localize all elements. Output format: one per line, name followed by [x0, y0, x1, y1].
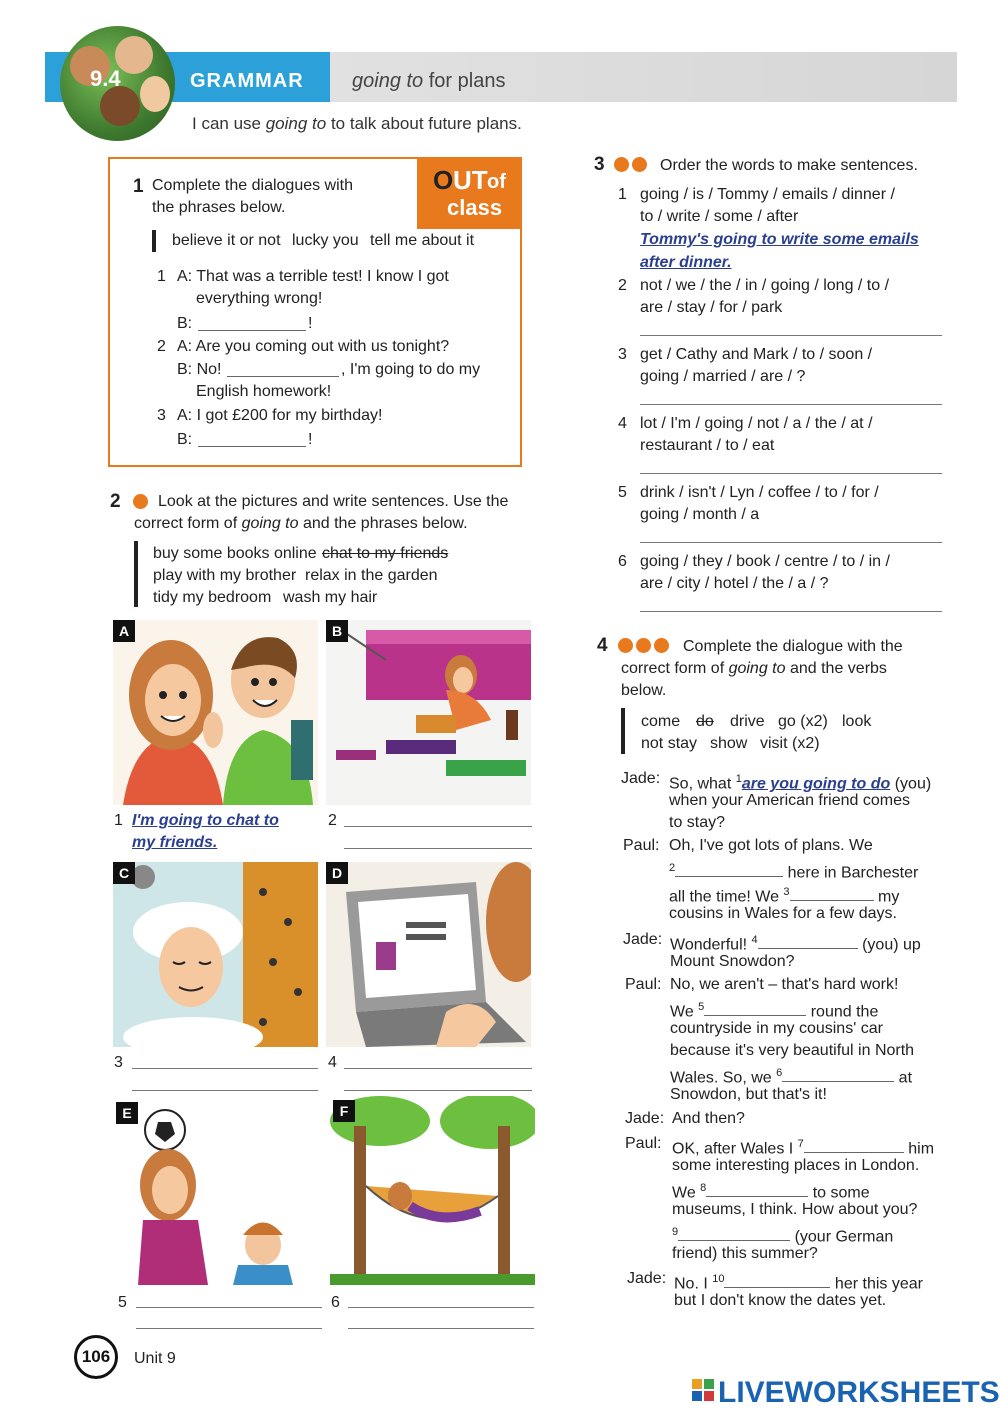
phrase-item: buy some books online — [153, 545, 317, 562]
answer-line[interactable] — [344, 826, 532, 827]
answer-blank[interactable] — [758, 934, 858, 949]
answer-blank[interactable] — [198, 432, 306, 447]
phrase-item-used: chat to my friends — [322, 545, 449, 562]
answer-blank[interactable] — [198, 316, 306, 331]
dialogue-line: No, we aren't – that's hard work! — [670, 976, 899, 993]
unit-label: Unit 9 — [134, 1350, 176, 1367]
answer-number: 2 — [328, 812, 337, 829]
phrase-item: lucky you — [292, 232, 359, 249]
difficulty-dot-icon — [636, 638, 651, 653]
word-list: going / is / Tommy / emails / dinner / — [640, 186, 895, 203]
dialogue-line: cousins in Wales for a few days. — [669, 905, 897, 922]
word-list: get / Cathy and Mark / to / soon / — [640, 346, 873, 363]
dialogue-line: countryside in my cousins' car — [670, 1020, 883, 1037]
item-number: 6 — [618, 553, 627, 570]
dialogue-line: ! — [308, 431, 313, 448]
example-answer: Tommy's going to write some emails — [640, 231, 919, 248]
dialogue-line: And then? — [672, 1110, 745, 1127]
phrase-item: tidy my bedroom — [153, 589, 272, 606]
dialogue-line: A: I got £200 for my birthday! — [177, 407, 383, 424]
dialogue-line: but I don't know the dates yet. — [674, 1292, 887, 1309]
answer-blank[interactable] — [706, 1182, 808, 1197]
answer-blank[interactable] — [227, 362, 339, 377]
speaker-label: Paul: — [625, 1135, 662, 1152]
word-list: going / married / are / ? — [640, 368, 806, 385]
lesson-number: 9.4 — [90, 66, 121, 91]
answer-number: 5 — [118, 1294, 127, 1311]
picture-label: A — [113, 620, 135, 642]
speaker-label: Paul: — [623, 837, 660, 854]
dialogue-line: when your American friend comes — [669, 792, 910, 809]
answer-line[interactable] — [136, 1328, 322, 1329]
page-number: 106 — [74, 1335, 118, 1379]
word-list: going / they / book / centre / to / in / — [640, 553, 890, 570]
dialogue-line: because it's very beautiful in North — [670, 1042, 915, 1059]
example-answer: I'm going to chat to — [132, 812, 279, 829]
answer-blank[interactable] — [724, 1273, 830, 1288]
hammock-garden-illustration — [330, 1096, 535, 1285]
exercise-2-instruction-line1: Look at the pictures and write sentences. Use the — [158, 493, 509, 510]
answer-line[interactable] — [640, 611, 942, 612]
dialogue-line: ! — [308, 315, 313, 332]
verb-item: drive — [730, 713, 765, 730]
dialogue-line: all the time! We $^3$ my — [669, 886, 900, 906]
answer-blank[interactable] — [675, 862, 783, 877]
example-answer: my friends. — [132, 834, 218, 851]
picture-label: F — [333, 1100, 355, 1122]
dialogue-line: to stay? — [669, 814, 726, 831]
dialogue-line: OK, after Wales I $^7$ him — [672, 1138, 935, 1158]
answer-line[interactable] — [348, 1307, 534, 1308]
dialogue-line: museums, I think. How about you? — [672, 1201, 918, 1218]
exercise-4-instruction-line3: below. — [621, 682, 667, 699]
answer-line[interactable] — [344, 1068, 532, 1069]
speaker-label: Jade: — [625, 1110, 665, 1127]
playing-ball-illustration — [113, 1100, 318, 1285]
difficulty-dot-icon — [133, 494, 148, 509]
exercise-2-instruction-line2: correct form of going to and the phrases below. — [134, 515, 468, 532]
difficulty-dots — [133, 494, 151, 512]
exercise-1-number: 1 — [133, 176, 144, 197]
speaker-label: Jade: — [623, 931, 663, 948]
answer-line[interactable] — [344, 848, 532, 849]
exercise-2-number: 2 — [110, 491, 121, 512]
difficulty-dot-icon — [632, 157, 647, 172]
dialogue-line: , I'm going to do my — [341, 361, 481, 378]
verb-item: look — [842, 713, 872, 730]
phrase-item: play with my brother — [153, 567, 297, 584]
answer-line[interactable] — [348, 1328, 534, 1329]
exercise-3-instruction: Order the words to make sentences. — [660, 157, 918, 174]
dialogue-line: A: Are you coming out with us tonight? — [177, 338, 450, 355]
answer-line[interactable] — [132, 1068, 318, 1069]
answer-line[interactable] — [640, 335, 942, 336]
picture-d — [326, 862, 531, 1047]
answer-number: 6 — [331, 1294, 340, 1311]
answer-line[interactable] — [640, 404, 942, 405]
verb-item-used: do — [696, 713, 714, 730]
answer-number: 4 — [328, 1054, 337, 1071]
dialogue-line: B: — [177, 431, 193, 448]
picture-b — [326, 620, 531, 805]
dialogue-line: everything wrong! — [196, 290, 323, 307]
dialogue-line: We $^8$ to some — [672, 1182, 870, 1202]
phrase-item: tell me about it — [370, 232, 475, 249]
item-number: 3 — [157, 407, 166, 424]
verb-item: show — [710, 735, 748, 752]
difficulty-dot-icon — [654, 638, 669, 653]
dialogue-line: B: — [177, 315, 193, 332]
picture-a — [113, 620, 318, 805]
word-list: drink / isn't / Lyn / coffee / to / for / — [640, 484, 879, 501]
answer-blank[interactable] — [678, 1226, 790, 1241]
dialogue-line: Mount Snowdon? — [670, 953, 795, 970]
word-list: to / write / some / after — [640, 208, 799, 225]
dialogue-line: $^9$ (your German — [672, 1226, 894, 1246]
dialogue-line: English homework! — [196, 383, 332, 400]
picture-label: B — [326, 620, 348, 642]
word-list: going / month / a — [640, 506, 760, 523]
word-list: restaurant / to / eat — [640, 437, 775, 454]
dialogue-line: Wales. So, we $^6$ at — [670, 1067, 913, 1087]
verb-bar — [621, 708, 625, 754]
dialogue-line: some interesting places in London. — [672, 1157, 920, 1174]
answer-number: 3 — [114, 1054, 123, 1071]
verb-item: come — [641, 713, 681, 730]
item-number: 1 — [157, 268, 166, 285]
exercise-1-instruction-line1: Complete the dialogues with — [152, 177, 354, 194]
answer-number: 1 — [114, 812, 123, 829]
answer-blank[interactable] — [782, 1067, 894, 1082]
answer-line[interactable] — [640, 542, 942, 543]
exercise-3-number: 3 — [594, 154, 605, 175]
difficulty-dot-icon — [618, 638, 633, 653]
liveworksheets-brand: LIVEWORKSHEETS — [718, 1376, 1000, 1409]
messy-bedroom-illustration — [326, 620, 531, 805]
picture-label: E — [116, 1102, 138, 1124]
item-number: 3 — [618, 346, 627, 363]
dialogue-line: No. I $^{10}$ her this year — [674, 1273, 923, 1293]
word-list: not / we / the / in / going / long / to / — [640, 277, 890, 294]
exercise-4-instruction-line1: Complete the dialogue with the — [683, 638, 903, 655]
item-number: 2 — [618, 277, 627, 294]
difficulty-dots — [614, 157, 650, 175]
out-of-class-badge: O UT of class — [417, 157, 522, 229]
exercise-4-number: 4 — [597, 635, 608, 656]
dialogue-line: We $^5$ round the — [670, 1001, 879, 1021]
section-label: GRAMMAR — [190, 70, 304, 92]
difficulty-dots — [618, 638, 672, 656]
answer-blank[interactable] — [804, 1138, 904, 1153]
picture-e — [113, 1100, 318, 1285]
dialogue-line: Oh, I've got lots of plans. We — [669, 837, 873, 854]
dialogue-line: Wonderful! $^4$ (you) up — [670, 934, 921, 954]
picture-c — [113, 862, 318, 1047]
answer-blank[interactable] — [790, 886, 874, 901]
picture-f — [330, 1096, 535, 1285]
answer-line[interactable] — [640, 473, 942, 474]
phrase-bar — [134, 541, 138, 607]
verb-item: not stay — [641, 735, 698, 752]
dialogue-line: B: No! — [177, 361, 222, 378]
dialogue-line: friend) this summer? — [672, 1245, 818, 1262]
verb-item: go (x2) — [778, 713, 828, 730]
item-number: 4 — [618, 415, 627, 432]
lesson-objective: I can use going to to talk about future plans. — [192, 114, 522, 133]
picture-label: D — [326, 862, 348, 884]
example-answer: after dinner. — [640, 254, 732, 271]
exercise-1-instruction-line2: the phrases below. — [152, 199, 286, 216]
word-list: are / stay / for / park — [640, 299, 783, 316]
word-list: lot / I'm / going / not / a / the / at / — [640, 415, 873, 432]
verb-item: visit (x2) — [760, 735, 820, 752]
speaker-label: Jade: — [621, 770, 661, 787]
phrase-bar — [152, 230, 156, 252]
dialogue-line: Snowdon, but that's it! — [670, 1086, 827, 1103]
answer-line[interactable] — [136, 1307, 322, 1308]
dialogue-line: $^2$ here in Barchester — [669, 862, 919, 882]
phrase-item: wash my hair — [283, 589, 378, 606]
picture-label: C — [113, 862, 135, 884]
answer-line[interactable] — [344, 1090, 532, 1091]
phrase-item: believe it or not — [172, 232, 281, 249]
laptop-shopping-illustration — [326, 862, 531, 1047]
item-number: 5 — [618, 484, 627, 501]
answer-blank[interactable] — [704, 1001, 806, 1016]
dialogue-line: A: That was a terrible test! I know I got — [177, 268, 449, 285]
lesson-title: going to for plans — [352, 70, 506, 92]
exercise-4-instruction-line2: correct form of going to and the verbs — [621, 660, 887, 677]
item-number: 2 — [157, 338, 166, 355]
liveworksheets-logo-icon — [692, 1379, 714, 1401]
difficulty-dot-icon — [614, 157, 629, 172]
speaker-label: Jade: — [627, 1270, 667, 1287]
phrase-item: relax in the garden — [305, 567, 438, 584]
speaker-label: Paul: — [625, 976, 662, 993]
washing-hair-illustration — [113, 862, 318, 1047]
word-list: are / city / hotel / the / a / ? — [640, 575, 829, 592]
dialogue-line: So, what $^1$are you going to do (you) — [669, 773, 932, 793]
friends-chatting-illustration — [113, 620, 318, 805]
answer-line[interactable] — [132, 1090, 318, 1091]
item-number: 1 — [618, 186, 627, 203]
